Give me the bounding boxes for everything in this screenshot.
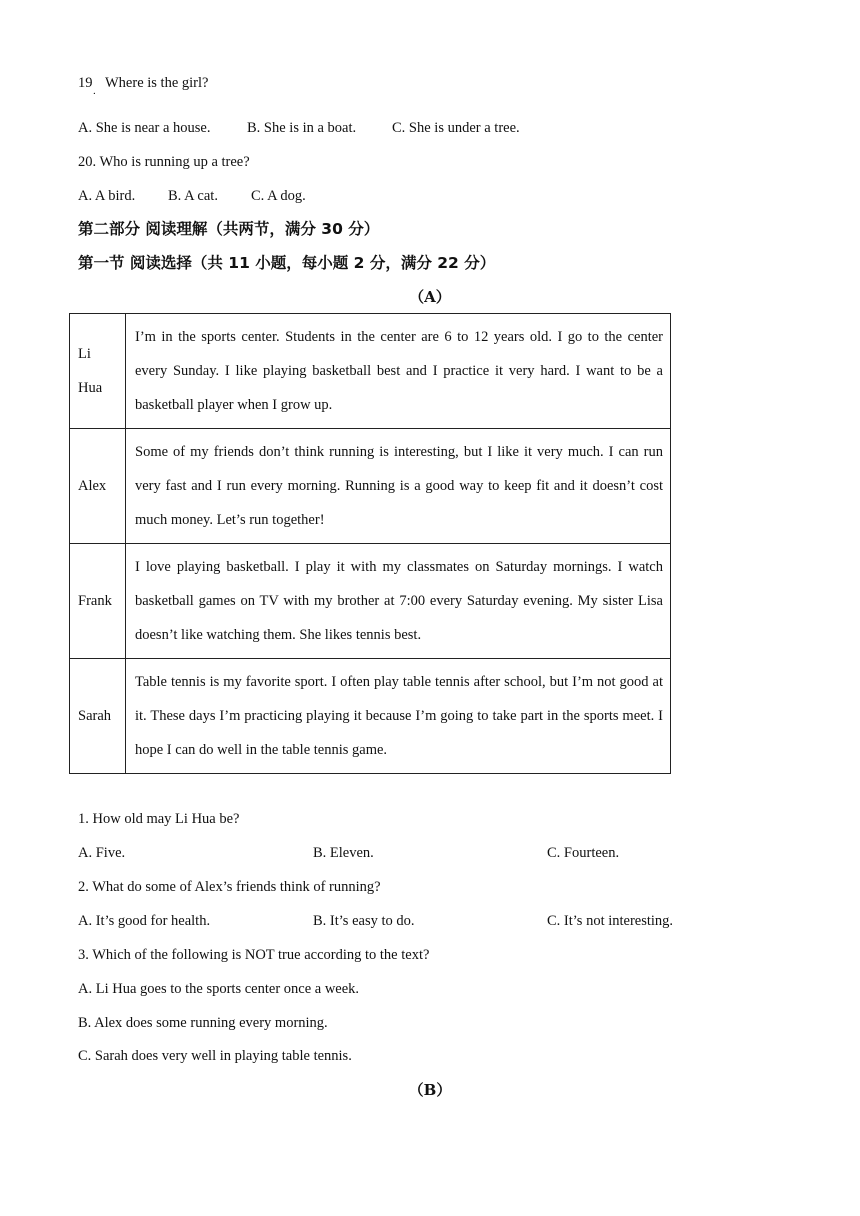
question-19-option-c: C. She is under a tree. <box>392 120 520 136</box>
question-19-dot: . <box>93 85 96 97</box>
question-19-text: Where is the girl? <box>105 75 209 91</box>
table-row <box>70 429 671 544</box>
question-2-text: 2. What do some of Alex’s friends think of running? <box>78 879 381 895</box>
table-row <box>70 659 671 774</box>
table-row <box>70 544 671 659</box>
question-19-option-a: A. She is near a house. <box>78 120 211 136</box>
table-row <box>70 314 671 429</box>
question-20-text: 20. Who is running up a tree? <box>78 154 250 170</box>
question-1-text: 1. How old may Li Hua be? <box>78 811 240 827</box>
name-cell: Sarah <box>70 659 126 774</box>
passage-table <box>69 313 671 774</box>
question-1-option-b: B. Eleven. <box>313 845 374 861</box>
name-cell: Alex <box>70 429 126 544</box>
part-heading: 第二部分 阅读理解（共两节，满分 30 分） <box>78 220 380 238</box>
question-3-text: 3. Which of the following is NOT true according to the text? <box>78 947 430 963</box>
question-1-option-c: C. Fourteen. <box>547 845 620 861</box>
question-19-option-b: B. She is in a boat. <box>247 120 357 136</box>
passage-b-label: （B） <box>408 1081 452 1099</box>
passage-a-label: （A） <box>409 288 451 306</box>
question-2-option-b: B. It’s easy to do. <box>313 913 415 929</box>
name-cell: Frank <box>70 544 126 659</box>
question-1-option-a: A. Five. <box>78 845 126 861</box>
text-cell: I’m in the sports center. Students in the center are 6 to 12 years old. I go to the center every Sunday. I like playing basketball best and I practice it very hard. I want to be a basketball player when I grow up. <box>126 314 671 429</box>
text-cell: Table tennis is my favorite sport. I often play table tennis after school, but I’m not good at it. These days I’m practicing playing it because I’m going to take part in the sports meet. I hope I can do well in the table tennis game. <box>126 659 671 774</box>
question-20-option-c: C. A dog. <box>251 188 306 204</box>
question-3-option-c: C. Sarah does very well in playing table tennis. <box>78 1048 352 1064</box>
question-3-option-a: A. Li Hua goes to the sports center once a week. <box>78 981 360 997</box>
text-cell: I love playing basketball. I play it with my classmates on Saturday mornings. I watch basketball games on TV with my brother at 7:00 every Saturday evening. My sister Lisa doesn’t like watching them. She likes tennis best. <box>126 544 671 659</box>
question-3-option-b: B. Alex does some running every morning. <box>78 1015 328 1031</box>
name-line: Hua <box>78 380 103 396</box>
question-20-option-a: A. A bird. <box>78 188 136 204</box>
name-cell <box>70 314 126 429</box>
question-2-option-a: A. It’s good for health. <box>78 913 211 929</box>
name-line: Li <box>78 346 91 362</box>
question-20-option-b: B. A cat. <box>168 188 218 204</box>
question-19-number: 19 <box>78 75 93 91</box>
text-cell: Some of my friends don’t think running is interesting, but I like it very much. I can run very fast and I run every morning. Running is a good way to keep fit and it doesn’t cost much money. Let’s run together! <box>126 429 671 544</box>
section-heading: 第一节 阅读选择（共 11 小题，每小题 2 分，满分 22 分） <box>78 254 496 272</box>
question-2-option-c: C. It’s not interesting. <box>547 913 674 929</box>
